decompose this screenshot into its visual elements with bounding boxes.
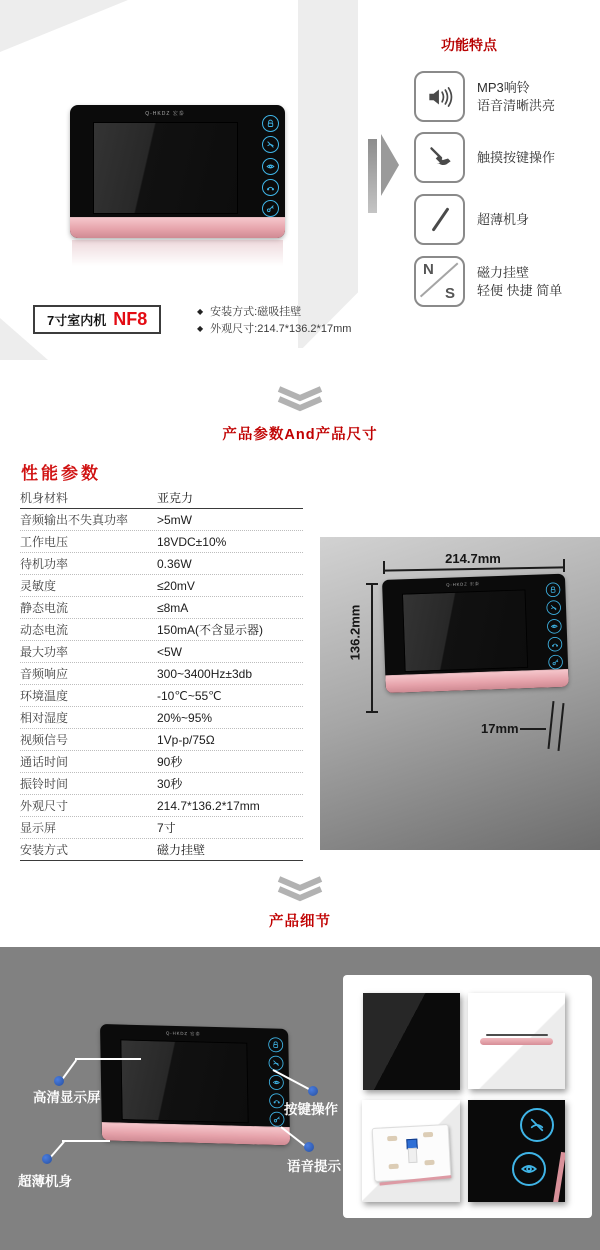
device-back-panel	[372, 1124, 452, 1182]
install-bullet	[197, 303, 301, 319]
spec-row	[20, 707, 303, 729]
monitor-icon	[512, 1152, 546, 1186]
feature-line: 语音清晰洪亮	[477, 97, 556, 113]
spec-key: 静态电流	[20, 601, 69, 615]
device-reflection	[72, 240, 283, 266]
feature-item-mp3	[414, 71, 555, 122]
spec-key: 机身材料	[20, 491, 69, 505]
dim-tick	[366, 711, 378, 713]
mount-slot	[389, 1164, 399, 1170]
device-pink-base	[70, 217, 285, 238]
feature-arrow-bar	[368, 139, 377, 213]
slim-body-icon	[414, 194, 465, 245]
size-bullet	[197, 320, 351, 336]
mount-slot	[423, 1132, 433, 1138]
spec-value: ≤8mA	[157, 600, 189, 615]
spec-row	[20, 619, 303, 641]
size-text: 外观尺寸:214.7*136.2*17mm	[210, 323, 352, 335]
spec-key: 工作电压	[20, 535, 69, 549]
feature-line: 轻便 快捷 简单	[477, 282, 563, 298]
device-mute-icon	[268, 1056, 283, 1071]
side-profile-pink	[480, 1038, 553, 1045]
callout-dot	[54, 1076, 64, 1086]
spec-row	[20, 597, 303, 619]
spec-row	[20, 773, 303, 795]
feature-line: 超薄机身	[477, 211, 530, 227]
feature-arrow-icon	[381, 134, 399, 196]
device-key-icon	[262, 200, 279, 217]
spec-value: >5mW	[157, 512, 193, 527]
detail-photo-screen-closeup	[363, 993, 460, 1090]
feature-line: 磁力挂壁	[477, 264, 530, 280]
device-touch-buttons	[268, 1037, 284, 1127]
intercom-device-detail	[100, 1024, 290, 1145]
speaker-icon	[414, 71, 465, 122]
spec-row	[20, 641, 303, 663]
callout-line	[62, 1140, 110, 1142]
detail-photo-panel	[343, 975, 592, 1218]
brand-logo: Q-HKDZ 宏泰	[165, 1030, 201, 1038]
spec-key: 通话时间	[20, 755, 69, 769]
feature-item-magnet	[414, 256, 562, 307]
spec-table-title: 性能参数	[21, 464, 101, 483]
spec-row	[20, 751, 303, 773]
spec-row	[20, 575, 303, 597]
back-panel-pink-edge	[379, 1175, 451, 1186]
device-key-icon	[548, 655, 563, 670]
model-box	[33, 305, 161, 334]
callout-buttons: 按键操作	[284, 1102, 338, 1117]
feature-line: 触摸按键操作	[477, 149, 556, 165]
chevron-down-icon	[275, 876, 325, 902]
mute-icon	[520, 1108, 554, 1142]
dim-width-label: 214.7mm	[445, 551, 501, 566]
device-monitor-icon	[547, 618, 562, 633]
spec-value: 300~3400Hz±3db	[157, 666, 252, 681]
device-talk-icon	[547, 637, 562, 652]
spec-value: 1Vp-p/75Ω	[157, 732, 215, 747]
detail-photo-back-panel	[362, 1100, 460, 1202]
dim-depth-label: 17mm	[481, 721, 519, 736]
callout-slim-body: 超薄机身	[18, 1174, 72, 1189]
dim-depth-line	[520, 728, 546, 730]
dim-tick	[383, 561, 385, 574]
device-unlock-icon	[546, 582, 561, 597]
spec-row	[20, 487, 303, 509]
button-closeup-pink-edge	[553, 1152, 565, 1202]
hero-diagonal-decor	[0, 0, 128, 52]
hero-diagonal-band	[298, 0, 358, 348]
intercom-device-front	[70, 105, 285, 238]
device-key-icon	[269, 1112, 284, 1127]
spec-key: 视频信号	[20, 733, 69, 747]
device-screen	[402, 589, 528, 672]
spec-value: 亚克力	[157, 491, 194, 505]
spec-value: 磁力挂壁	[157, 843, 206, 857]
touch-icon	[414, 132, 465, 183]
spec-value: 30秒	[157, 777, 183, 791]
mount-slot	[424, 1160, 434, 1166]
spec-value: -10℃~55℃	[157, 688, 222, 703]
device-mute-icon	[546, 600, 561, 615]
spec-key: 最大功率	[20, 645, 69, 659]
device-screen	[120, 1039, 248, 1123]
spec-key: 振铃时间	[20, 777, 69, 791]
device-unlock-icon	[268, 1037, 283, 1052]
install-text: 安装方式:磁吸挂壁	[210, 306, 302, 318]
spec-table	[20, 487, 303, 861]
device-monitor-icon	[269, 1074, 284, 1089]
section-title-params: 产品参数And产品尺寸	[222, 427, 378, 443]
section-title-details: 产品细节	[269, 914, 331, 930]
spec-value: 7寸	[157, 821, 176, 835]
magnet-n-label: N	[423, 261, 434, 278]
spec-key: 相对湿度	[20, 711, 69, 725]
callout-dot	[304, 1142, 314, 1152]
device-touch-buttons	[546, 582, 563, 669]
spec-key: 音频输出不失真功率	[20, 513, 129, 527]
spec-row	[20, 729, 303, 751]
magnet-icon	[414, 256, 465, 307]
device-talk-icon	[269, 1093, 284, 1108]
spec-key: 灵敏度	[20, 579, 57, 593]
dim-tick	[563, 559, 565, 572]
spec-value: <5W	[157, 644, 183, 659]
spec-value: ≤20mV	[157, 578, 195, 593]
spec-key: 环境温度	[20, 689, 69, 703]
diamond-bullet-icon: ◆	[197, 306, 204, 316]
detail-photo-side-profile	[468, 993, 565, 1089]
spec-key: 音频响应	[20, 667, 69, 681]
spec-row	[20, 553, 303, 575]
features-title: 功能特点	[441, 37, 497, 53]
device-unlock-icon	[262, 115, 279, 132]
spec-row	[20, 685, 303, 707]
brand-logo: Q-HKDZ 宏泰	[446, 581, 480, 588]
callout-dot	[308, 1086, 318, 1096]
callout-line	[75, 1058, 141, 1060]
spec-value: 18VDC±10%	[157, 534, 227, 549]
dim-tick	[366, 583, 378, 585]
diamond-bullet-icon: ◆	[197, 323, 204, 333]
spec-row	[20, 795, 303, 817]
callout-hd-screen: 高清显示屏	[33, 1090, 101, 1105]
spec-key: 显示屏	[20, 821, 57, 835]
spec-key: 安装方式	[20, 843, 69, 857]
chevron-down-icon	[275, 386, 325, 412]
connector-cable	[408, 1148, 418, 1163]
spec-key: 外观尺寸	[20, 799, 69, 813]
device-screen	[93, 122, 238, 214]
device-mute-icon	[262, 136, 279, 153]
callout-dot	[42, 1154, 52, 1164]
feature-line: MP3响铃	[477, 79, 530, 95]
dim-height-label: 136.2mm	[347, 604, 363, 661]
spec-row	[20, 663, 303, 685]
spec-value: 20%~95%	[157, 710, 213, 725]
spec-row	[20, 839, 303, 861]
mount-slot	[387, 1136, 397, 1142]
side-profile-edge	[486, 1034, 548, 1036]
feature-item-touch	[414, 132, 555, 183]
dim-height-line	[371, 583, 373, 712]
intercom-device-dimensioned	[382, 574, 569, 693]
magnet-s-label: S	[444, 285, 455, 302]
device-monitor-icon	[262, 158, 279, 175]
spec-value: 90秒	[157, 755, 183, 769]
model-number: NF8	[113, 309, 148, 329]
device-talk-icon	[262, 179, 279, 196]
callout-voice-prompt: 语音提示	[287, 1159, 341, 1174]
spec-row	[20, 817, 303, 839]
model-name: 7寸室内机	[47, 313, 107, 328]
spec-value: 0.36W	[157, 556, 192, 571]
spec-key: 待机功率	[20, 557, 69, 571]
spec-value: 214.7*136.2*17mm	[157, 798, 260, 813]
feature-item-slim	[414, 194, 529, 245]
detail-photo-button-closeup	[468, 1100, 565, 1202]
device-touch-buttons	[262, 115, 279, 217]
spec-value: 150mA(不含显示器)	[157, 623, 264, 637]
spec-key: 动态电流	[20, 623, 69, 637]
brand-logo: Q-HKDZ 宏泰	[145, 111, 185, 117]
spec-row	[20, 531, 303, 553]
spec-row	[20, 509, 303, 531]
